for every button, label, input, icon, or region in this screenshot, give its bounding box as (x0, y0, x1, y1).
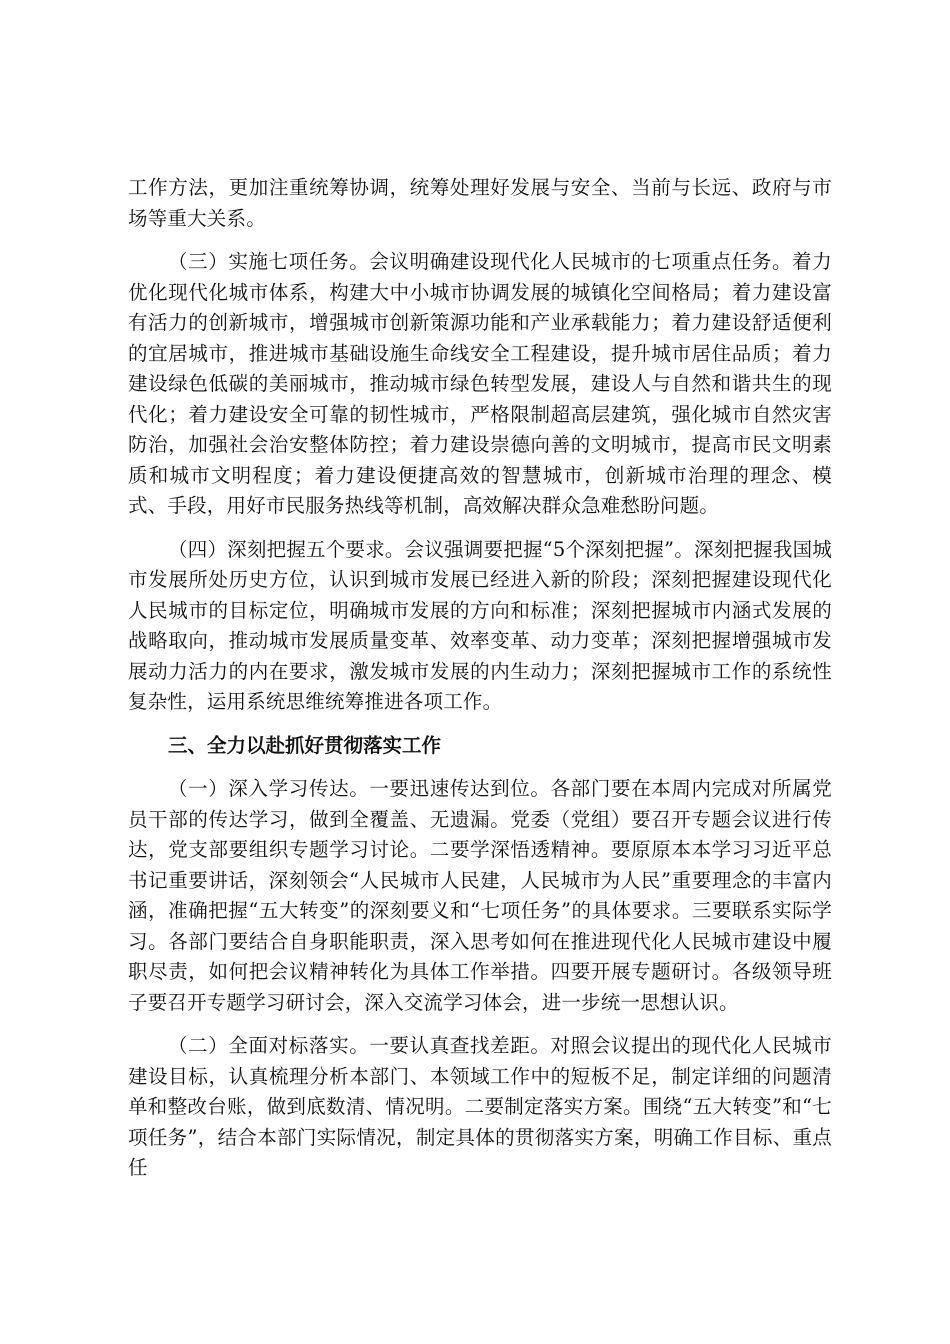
section-heading: 三、全力以赴抓好贯彻落实工作 (168, 733, 442, 757)
document-page (128, 173, 832, 1184)
paragraph-benchmark-implement: （二）全面对标落实。一要认真查找差距。对照会议提出的现代化人民城市建设目标，认真梳理分析本部门、本领域工作中的短板不足，制定详细的问题清单和整改台账，做到底数清、情况明。二要制定落实方案。围绕“五大转变”和“七项任务”，结合本部门实际情况，制定具体的贯彻落实方案，明确工作目标、重点任 (128, 1034, 832, 1179)
paragraph-seven-tasks: （三）实施七项任务。会议明确建设现代化人民城市的七项重点任务。着力优化现代化城市体系，构建大中小城市协调发展的城镇化空间格局；着力建设富有活力的创新城市，增强城市创新策源功能和产业承载能力；着力建设舒适便利的宜居城市，推进城市基础设施生命线安全工程建设，提升城市居住品质；着力建设绿色低碳的美丽城市，推动城市绿色转型发展，建设人与自然和谐共生的现代化；着力建设安全可靠的韧性城市，严格限制超高层建筑，强化城市自然灾害防治，加强社会治安整体防控；着力建设崇德向善的文明城市，提高市民文明素质和城市文明程度；着力建设便捷高效的智慧城市，创新城市治理的理念、模式、手段，用好市民服务热线等机制，高效解决群众急难愁盼问题。 (128, 250, 832, 517)
paragraph-continuation: 工作方法，更加注重统筹协调，统筹处理好发展与安全、当前与长远、政府与市场等重大关系。 (128, 176, 832, 230)
paragraph-five-requirements: （四）深刻把握五个要求。会议强调要把握“5个深刻把握”。深刻把握我国城市发展所处历史方位，认识到城市发展已经进入新的阶段；深刻把握建设现代化人民城市的目标定位，明确城市发展的方向和标准；深刻把握城市内涵式发展的战略取向，推动城市发展质量变革、效率变革、动力变革；深刻把握增强城市发展动力活力的内在要求，激发城市发展的内生动力；深刻把握城市工作的系统性复杂性，运用系统思维统筹推进各项工作。 (128, 537, 832, 713)
paragraph-study-communicate: （一）深入学习传达。一要迅速传达到位。各部门要在本周内完成对所属党员干部的传达学习，做到全覆盖、无遗漏。党委（党组）要召开专题会议进行传达，党支部要组织专题学习讨论。二要学深悟透精神。要原原本本学习习近平总书记重要讲话，深刻领会“人民城市人民建，人民城市为人民”重要理念的丰富内涵，准确把握“五大转变”的深刻要义和“七项任务”的具体要求。三要联系实际学习。各部门要结合自身职能职责，深入思考如何在推进现代化人民城市建设中履职尽责，如何把会议精神转化为具体工作举措。四要开展专题研讨。各级领导班子要召开专题学习研讨会，深入交流学习体会，进一步统一思想认识。 (128, 777, 832, 1014)
